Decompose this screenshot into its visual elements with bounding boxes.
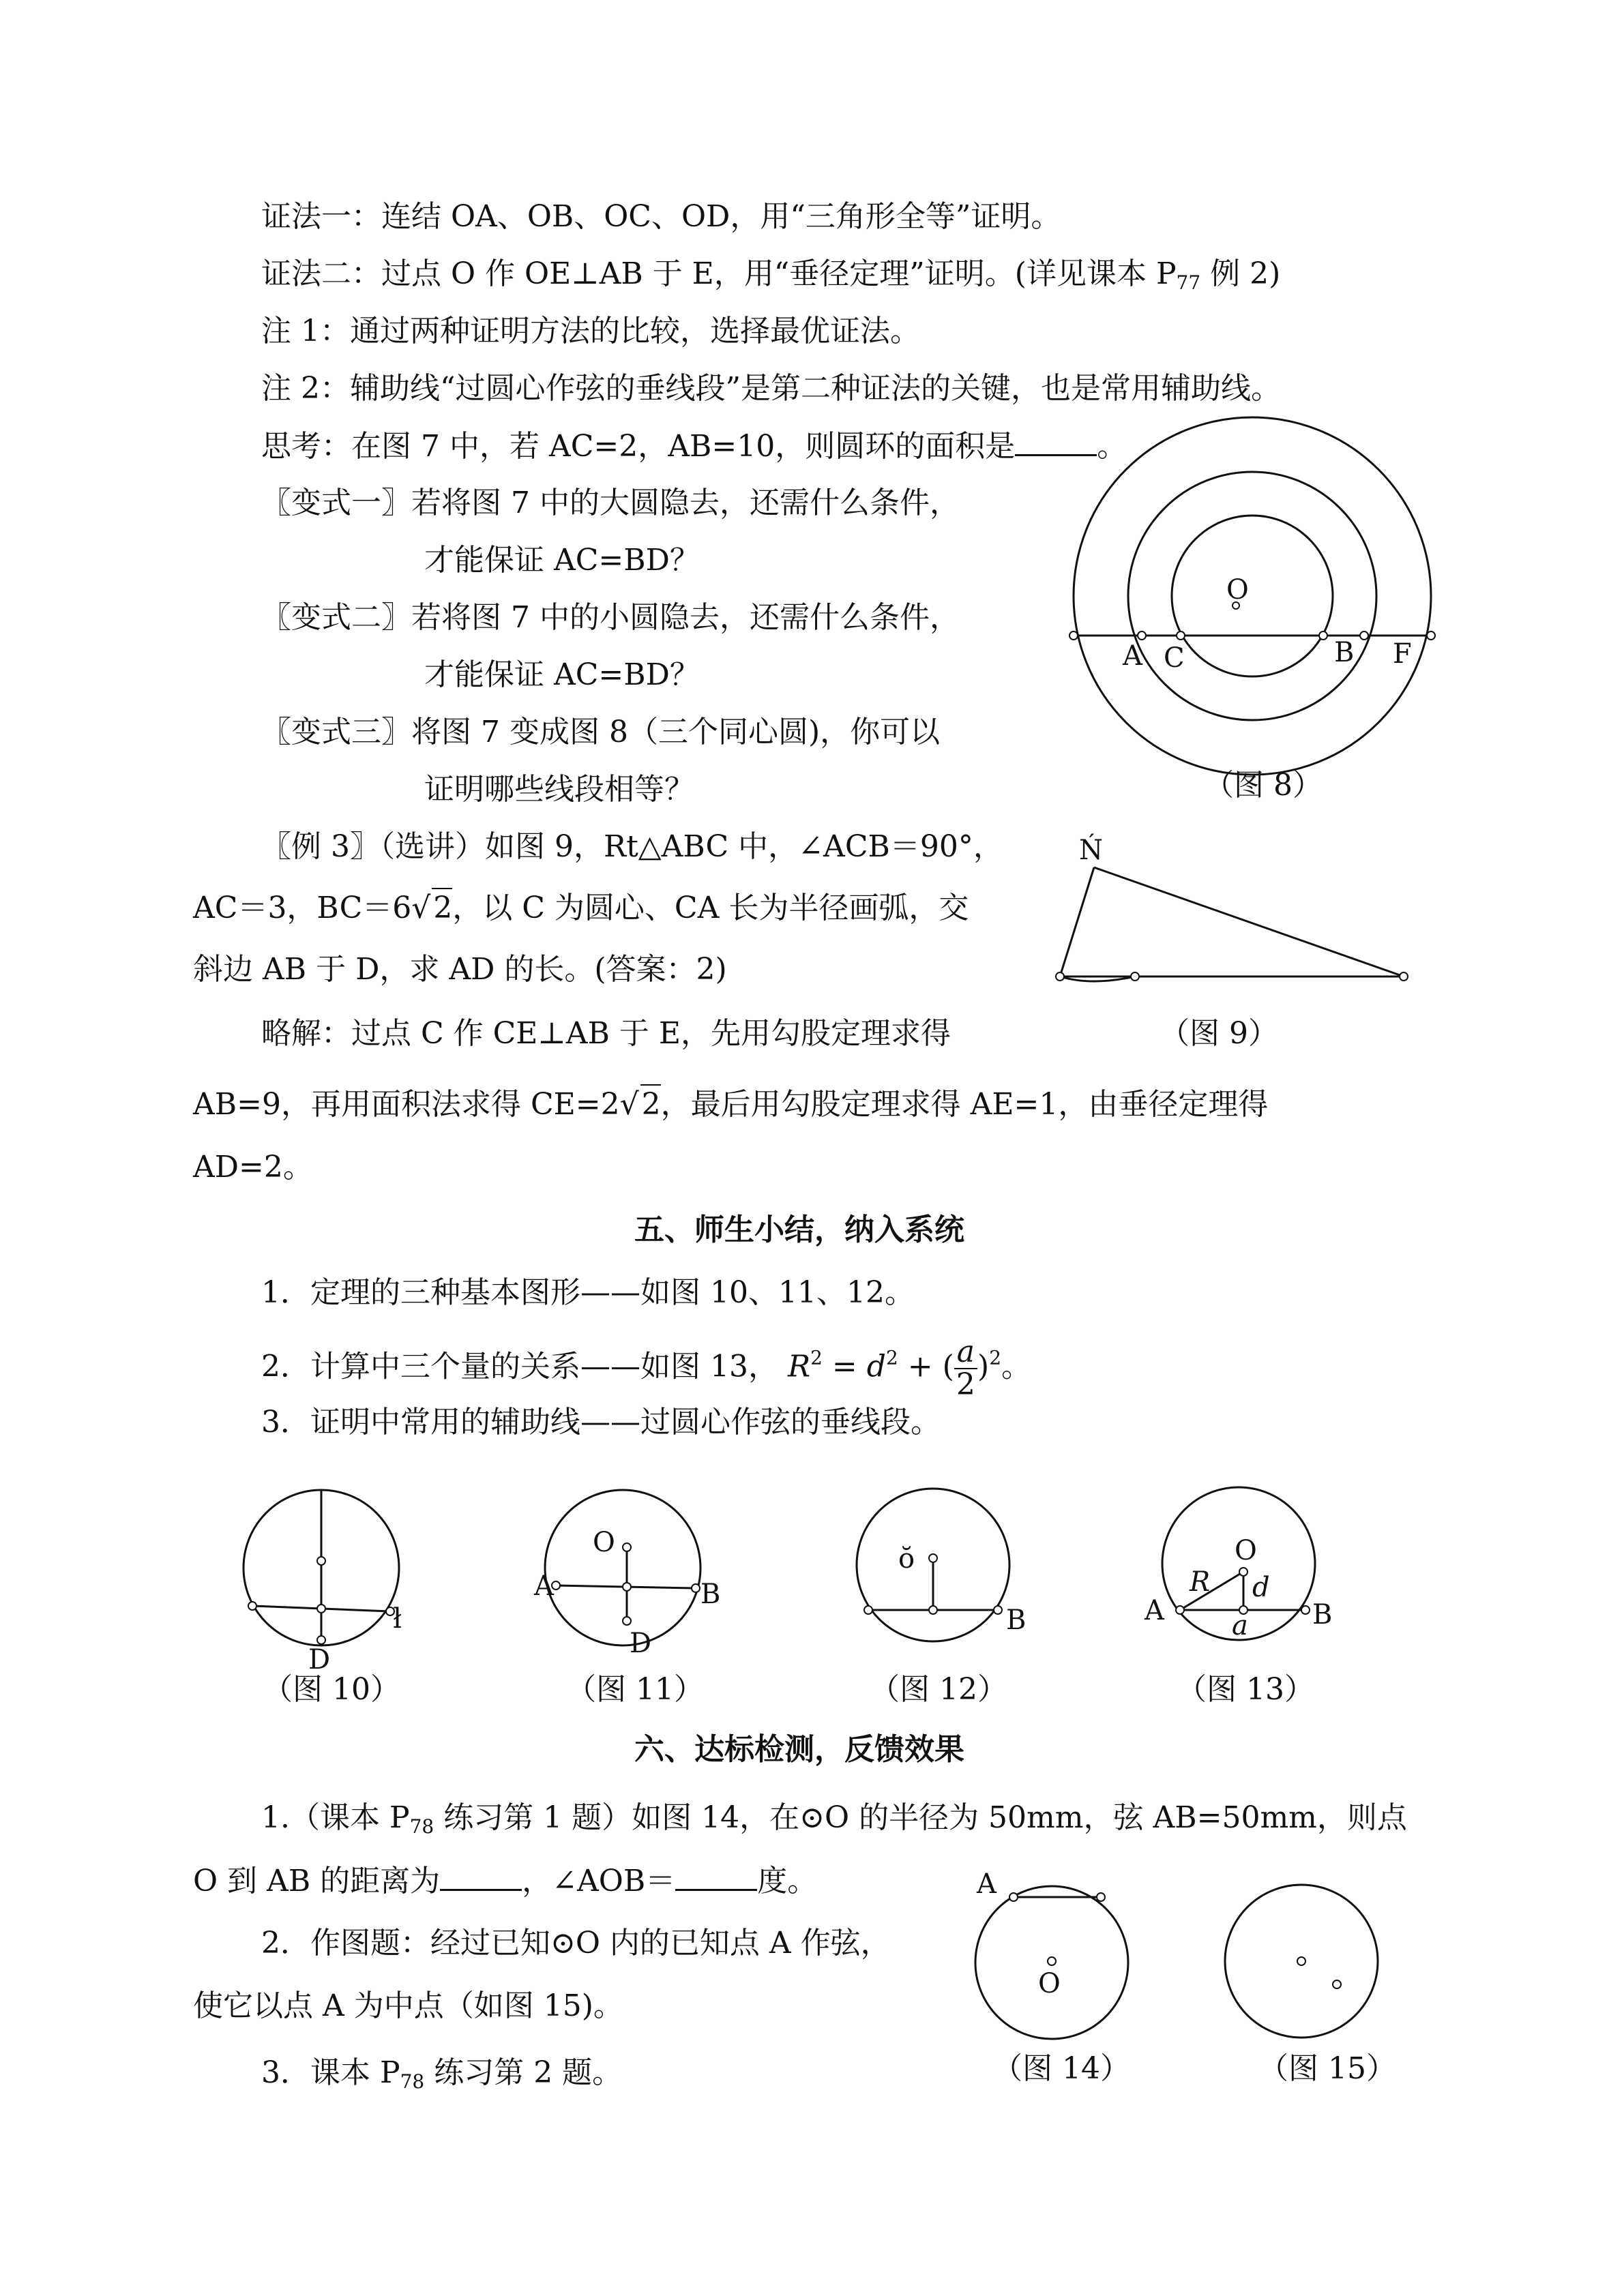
section-5-heading: 五、师生小结，纳入系统 bbox=[634, 1212, 964, 1247]
fig13-caption: （图 13） bbox=[1177, 1672, 1314, 1707]
fig11-label-A: A bbox=[534, 1570, 554, 1602]
proof-method-1: 证法一：连结 OA、OB、OC、OD，用“三角形全等”证明。 bbox=[261, 199, 1061, 234]
distance-blank bbox=[440, 1862, 522, 1891]
figure-10 bbox=[239, 1483, 416, 1674]
solution-line-1: 略解：过点 C 作 CE⊥AB 于 E，先用勾股定理求得 bbox=[261, 1016, 951, 1051]
fig12-label-O: ŏ bbox=[898, 1543, 915, 1575]
proof-method-2: 证法二：过点 O 作 OE⊥AB 于 E，用“垂径定理”证明。(详见课本 $P_{77}$ 例 2) bbox=[261, 256, 1281, 294]
variant-1-line-2: 才能保证 AC=BD？ bbox=[424, 543, 700, 578]
fig13-label-R: R bbox=[1190, 1566, 1211, 1598]
fig10-label-D: D bbox=[308, 1644, 331, 1675]
fig8-label-C: C bbox=[1164, 642, 1185, 674]
fig13-label-A: A bbox=[1145, 1595, 1164, 1626]
fig8-label-F: F bbox=[1393, 638, 1412, 670]
fig11-label-D: D bbox=[630, 1628, 652, 1659]
fig9-caption: （图 9） bbox=[1160, 1016, 1278, 1051]
section-6-heading: 六、达标检测，反馈效果 bbox=[634, 1732, 964, 1767]
example-3-line-3: 斜边 AB 于 D，求 AD 的长。(答案：2) bbox=[193, 952, 727, 987]
think-question: 思考：在图 7 中，若 AC=2，AB=10，则圆环的面积是 。 bbox=[261, 427, 1127, 466]
fig12-label-B: B bbox=[1006, 1605, 1027, 1636]
fig13-label-O: O bbox=[1235, 1535, 1257, 1566]
example-3-line-1: 〖例 3〗（选讲）如图 9，Rt△ABC 中，∠ACB＝90°， bbox=[261, 829, 1003, 864]
fig12-caption: （图 12） bbox=[870, 1672, 1007, 1707]
fig8-label-B: B bbox=[1334, 637, 1355, 668]
test-1-line-2: O 到 AB 的距离为 ，∠AOB＝ 度。 bbox=[193, 1862, 817, 1900]
figure-11 bbox=[529, 1483, 733, 1667]
summary-2: 2．计算中三个量的关系——如图 13， $R^2 = d^2$ + ( $\frac{a}{2}$ )$^2$。 bbox=[261, 1335, 1032, 1402]
solution-line-2: AB=9，再用面积法求得 CE=2√2，最后用勾股定理求得 AE=1，由垂径定理得 bbox=[193, 1084, 1268, 1124]
test-2-line-2: 使它以点 A 为中点（如图 15)。 bbox=[193, 1988, 623, 2023]
fig14-caption: （图 14） bbox=[992, 2051, 1130, 2086]
fig13-label-B: B bbox=[1312, 1599, 1333, 1630]
fig10-label-B: ł bbox=[393, 1603, 402, 1635]
test-1-line-1: 1.（课本 $P_{78}$ 练习第 1 题）如图 14，在⊙O 的半径为 50mm，弦 AB=50mm，则点 bbox=[261, 1800, 1407, 1838]
summary-3: 3．证明中常用的辅助线——过圆心作弦的垂线段。 bbox=[261, 1405, 941, 1440]
angle-blank bbox=[675, 1862, 757, 1891]
fig8-caption: （图 8） bbox=[1204, 768, 1323, 803]
fig13-label-d: d bbox=[1252, 1572, 1270, 1603]
fraction-a-over-2: $\frac{a}{2}$ bbox=[954, 1337, 977, 1401]
figure-8 bbox=[1064, 443, 1446, 798]
fig10-caption: （图 10） bbox=[263, 1672, 400, 1707]
note-1: 注 1：通过两种证明方法的比较，选择最优证法。 bbox=[261, 314, 920, 348]
fig14-label-O: O bbox=[1038, 1968, 1061, 1999]
figure-13 bbox=[1139, 1490, 1344, 1660]
solution-line-3: AD=2。 bbox=[193, 1150, 313, 1184]
variant-2-line-2: 才能保证 AC=BD？ bbox=[424, 657, 700, 692]
fig14-label-A: A bbox=[977, 1868, 996, 1900]
fig11-label-B: B bbox=[700, 1579, 721, 1610]
summary-1: 1．定理的三种基本图形——如图 10、11、12。 bbox=[261, 1275, 915, 1310]
fig11-caption: （图 11） bbox=[566, 1672, 704, 1707]
note-2: 注 2：辅助线“过圆心作弦的垂线段”是第二种证法的关键，也是常用辅助线。 bbox=[261, 371, 1281, 406]
fig11-label-O: O bbox=[593, 1527, 615, 1558]
fig8-label-A: A bbox=[1123, 640, 1142, 672]
figure-9 bbox=[1044, 832, 1426, 989]
variant-3-line-2: 证明哪些线段相等？ bbox=[424, 772, 694, 807]
test-3: 3．课本 $P_{78}$ 练习第 2 题。 bbox=[261, 2055, 623, 2093]
variant-3-line-1: 〖变式三〗将图 7 变成图 8（三个同心圆)，你可以 bbox=[261, 715, 941, 749]
example-3-line-2: AC＝3，BC＝6√2，以 C 为圆心、CA 长为半径画弧，交 bbox=[193, 888, 969, 927]
figure-12 bbox=[849, 1490, 1040, 1654]
test-2-line-1: 2．作图题：经过已知⊙O 内的已知点 A 作弦， bbox=[261, 1926, 891, 1960]
fig8-label-O: O bbox=[1226, 574, 1249, 606]
variant-2-line-1: 〖变式二〗若将图 7 中的小圆隐去，还需什么条件， bbox=[261, 600, 960, 635]
fig13-label-a: a bbox=[1232, 1610, 1248, 1641]
figure-14 bbox=[969, 1862, 1146, 2039]
variant-1-line-1: 〖变式一〗若将图 7 中的大圆隐去，还需什么条件， bbox=[261, 486, 960, 520]
fig15-caption: （图 15） bbox=[1258, 2051, 1396, 2086]
fig9-label-N: Ń bbox=[1079, 835, 1103, 866]
figure-15 bbox=[1221, 1882, 1398, 2046]
